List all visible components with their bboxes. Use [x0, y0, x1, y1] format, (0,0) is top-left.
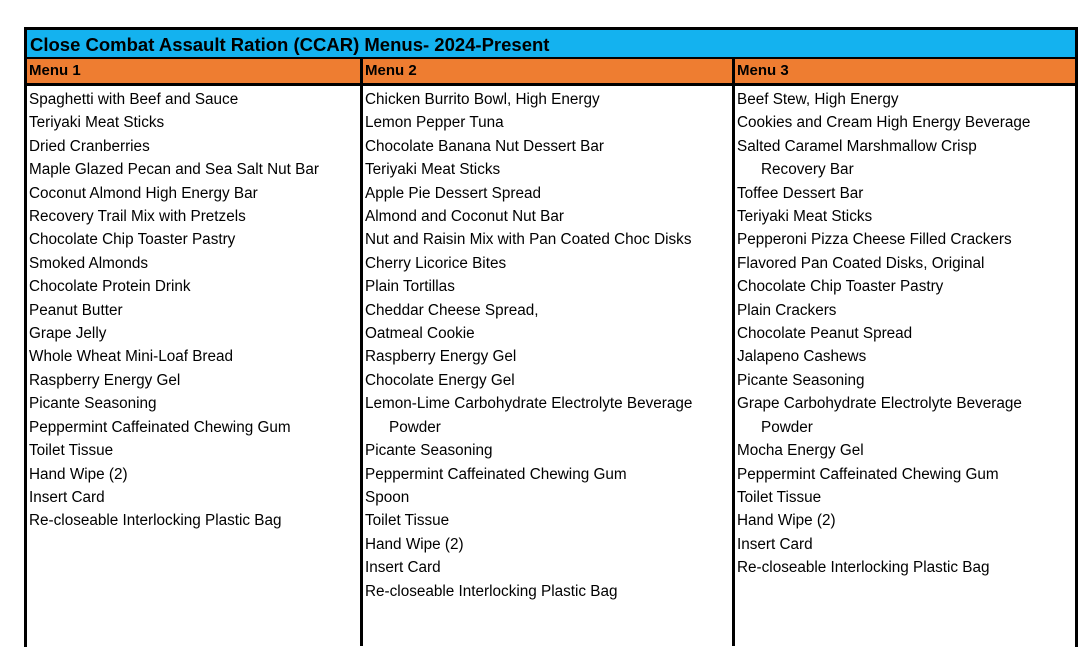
menu-item: Toilet Tissue — [365, 512, 450, 530]
menu-item: Grape Jelly — [29, 325, 107, 343]
menu-item: Toilet Tissue — [737, 488, 822, 506]
menu-item: Oatmeal Cookie — [365, 325, 475, 343]
menu-item: Grape Carbohydrate Electrolyte Beverage — [737, 395, 1022, 413]
menu-item: Chocolate Peanut Spread — [737, 325, 913, 343]
menu-item: Toffee Dessert Bar — [737, 184, 864, 202]
menu-item: Whole Wheat Mini-Loaf Bread — [29, 348, 234, 366]
menu-item: Insert Card — [737, 535, 813, 553]
menu-item-continuation: Powder — [761, 418, 813, 436]
menu-item: Coconut Almond High Energy Bar — [29, 184, 258, 202]
menu-item: Lemon Pepper Tuna — [365, 114, 504, 132]
menu-table — [24, 27, 1078, 647]
menu-2-column — [363, 86, 735, 646]
menu-item: Apple Pie Dessert Spread — [365, 184, 542, 202]
menu-item: Cherry Licorice Bites — [365, 254, 507, 272]
menu-item: Picante Seasoning — [737, 371, 865, 389]
menu-item: Raspberry Energy Gel — [365, 348, 517, 366]
menu-item: Nut and Raisin Mix with Pan Coated Choc Disks — [365, 231, 692, 249]
menu-item: Cookies and Cream High Energy Beverage — [737, 114, 1031, 132]
menu-item: Plain Crackers — [737, 301, 837, 319]
menu-item: Re-closeable Interlocking Plastic Bag — [29, 512, 282, 530]
menu-item: Chicken Burrito Bowl, High Energy — [365, 91, 600, 108]
menu-item: Teriyaki Meat Sticks — [737, 208, 873, 226]
menu-item: Toilet Tissue — [29, 442, 114, 460]
menu-item: Insert Card — [365, 559, 441, 577]
menu-1-header: Menu 1 — [27, 59, 363, 83]
menu-item: Smoked Almonds — [29, 254, 149, 272]
menu-item: Peppermint Caffeinated Chewing Gum — [737, 465, 999, 483]
menu-item: Maple Glazed Pecan and Sea Salt Nut Bar — [29, 161, 319, 179]
menu-items-row — [27, 86, 1075, 646]
menu-item: Flavored Pan Coated Disks, Original — [737, 254, 985, 272]
menu-item: Dried Cranberries — [29, 137, 150, 155]
menu-item: Chocolate Energy Gel — [365, 371, 515, 389]
menu-item: Lemon-Lime Carbohydrate Electrolyte Beverage — [365, 395, 693, 413]
menu-item: Jalapeno Cashews — [737, 348, 867, 366]
menu-1-column — [27, 86, 363, 646]
menu-item: Chocolate Chip Toaster Pastry — [737, 278, 944, 296]
menu-item: Chocolate Banana Nut Dessert Bar — [365, 137, 604, 155]
menu-item: Recovery Trail Mix with Pretzels — [29, 208, 246, 226]
column-header-row — [27, 59, 1075, 86]
menu-item: Chocolate Chip Toaster Pastry — [29, 231, 236, 249]
menu-item: Mocha Energy Gel — [737, 442, 864, 460]
menu-item-continuation: Powder — [389, 418, 441, 436]
menu-item: Teriyaki Meat Sticks — [29, 114, 165, 132]
menu-item: Peppermint Caffeinated Chewing Gum — [29, 418, 291, 436]
menu-item: Re-closeable Interlocking Plastic Bag — [737, 559, 990, 577]
menu-item: Raspberry Energy Gel — [29, 371, 181, 389]
menu-item: Hand Wipe (2) — [365, 535, 464, 553]
menu-item: Hand Wipe (2) — [29, 465, 128, 483]
menu-item: Teriyaki Meat Sticks — [365, 161, 501, 179]
menu-3-column — [735, 86, 1075, 646]
menu-item: Salted Caramel Marshmallow Crisp — [737, 137, 977, 155]
menu-item: Picante Seasoning — [365, 442, 493, 460]
menu-item: Cheddar Cheese Spread, — [365, 301, 539, 319]
menu-item: Peppermint Caffeinated Chewing Gum — [365, 465, 627, 483]
menu-3-header: Menu 3 — [735, 59, 1075, 83]
menu-item: Picante Seasoning — [29, 395, 157, 413]
menu-item-continuation: Recovery Bar — [761, 161, 854, 179]
menu-2-header: Menu 2 — [363, 59, 735, 83]
menu-item: Spaghetti with Beef and Sauce — [29, 91, 239, 108]
menu-item: Insert Card — [29, 488, 105, 506]
menu-item: Plain Tortillas — [365, 278, 455, 296]
menu-item: Chocolate Protein Drink — [29, 278, 191, 296]
menu-item: Re-closeable Interlocking Plastic Bag — [365, 582, 618, 600]
menu-item: Spoon — [365, 488, 410, 506]
menu-item: Hand Wipe (2) — [737, 512, 836, 530]
table-title: Close Combat Assault Ration (CCAR) Menus- 2024-Present — [27, 30, 1075, 59]
menu-item: Peanut Butter — [29, 301, 123, 319]
menu-item: Pepperoni Pizza Cheese Filled Crackers — [737, 231, 1012, 249]
menu-item: Beef Stew, High Energy — [737, 91, 899, 108]
menu-item: Almond and Coconut Nut Bar — [365, 208, 564, 226]
